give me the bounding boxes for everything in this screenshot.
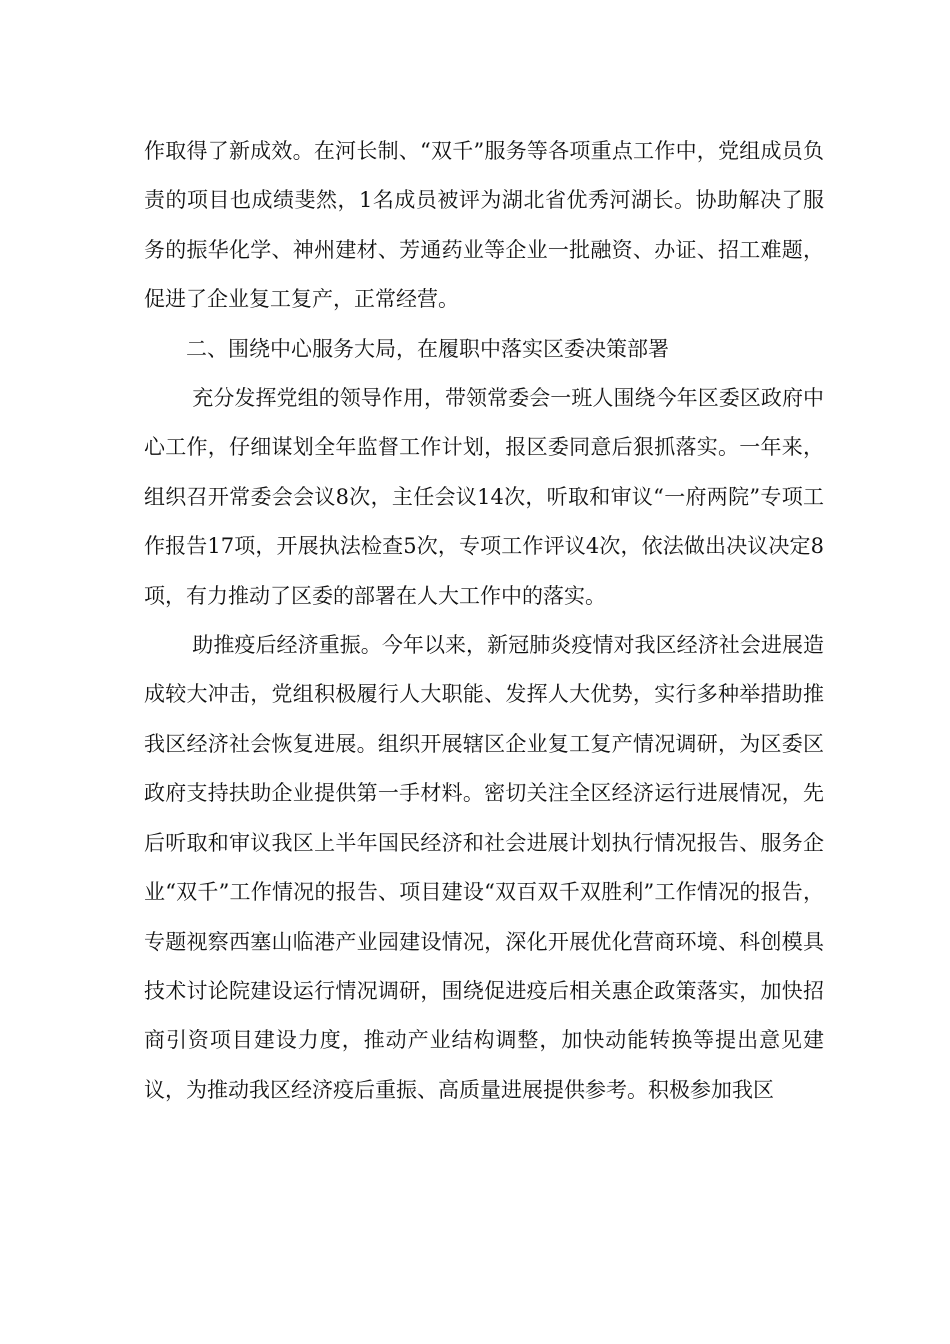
body-paragraph-continuation: 作取得了新成效。在河长制、“双千”服务等各项重点工作中，党组成员负责的项目也成绩斐然，1名成员被评为湖北省优秀河湖长。协助解决了服务的振华化学、神州建材、芳通药业等企业一批融资、办证、招工难题，促进了企业复工复产，正常经营。 [144, 139, 824, 312]
body-paragraph: 助推疫后经济重振。今年以来，新冠肺炎疫情对我区经济社会进展造成较大冲击，党组积极履行人大职能、发挥人大优势，实行多种举措助推我区经济社会恢复进展。组织开展辖区企业复工复产情况调研，为区委区政府支持扶助企业提供第一手材料。密切关注全区经济运行进展情况，先后听取和审议我区上半年国民经济和社会进展计划执行情况报告、服务企业“双千”工作情况的报告、项目建设“双百双千双胜利”工作情况的报告，专题视察西塞山临港产业园建设情况，深化开展优化营商环境、科创模具技术讨论院建设运行情况调研，围绕促进疫后相关惠企政策落实，加快招商引资项目建设力度，推动产业结构调整，加快动能转换等提出意见建议，为推动我区经济疫后重振、高质量进展提供参考。积极参加我区 [144, 633, 824, 1102]
body-paragraph: 充分发挥党组的领导作用，带领常委会一班人围绕今年区委区政府中心工作，仔细谋划全年监督工作计划，报区委同意后狠抓落实。一年来，组织召开常委会会议8次，主任会议14次，听取和审议“一府两院”专项工作报告17项，开展执法检查5次，专项工作评议4次，依法做出决议决定8项，有力推动了区委的部署在人大工作中的落实。 [144, 386, 824, 608]
document-page [144, 127, 824, 1115]
section-heading: 二、围绕中心服务大局，在履职中落实区委决策部署 [186, 336, 669, 361]
